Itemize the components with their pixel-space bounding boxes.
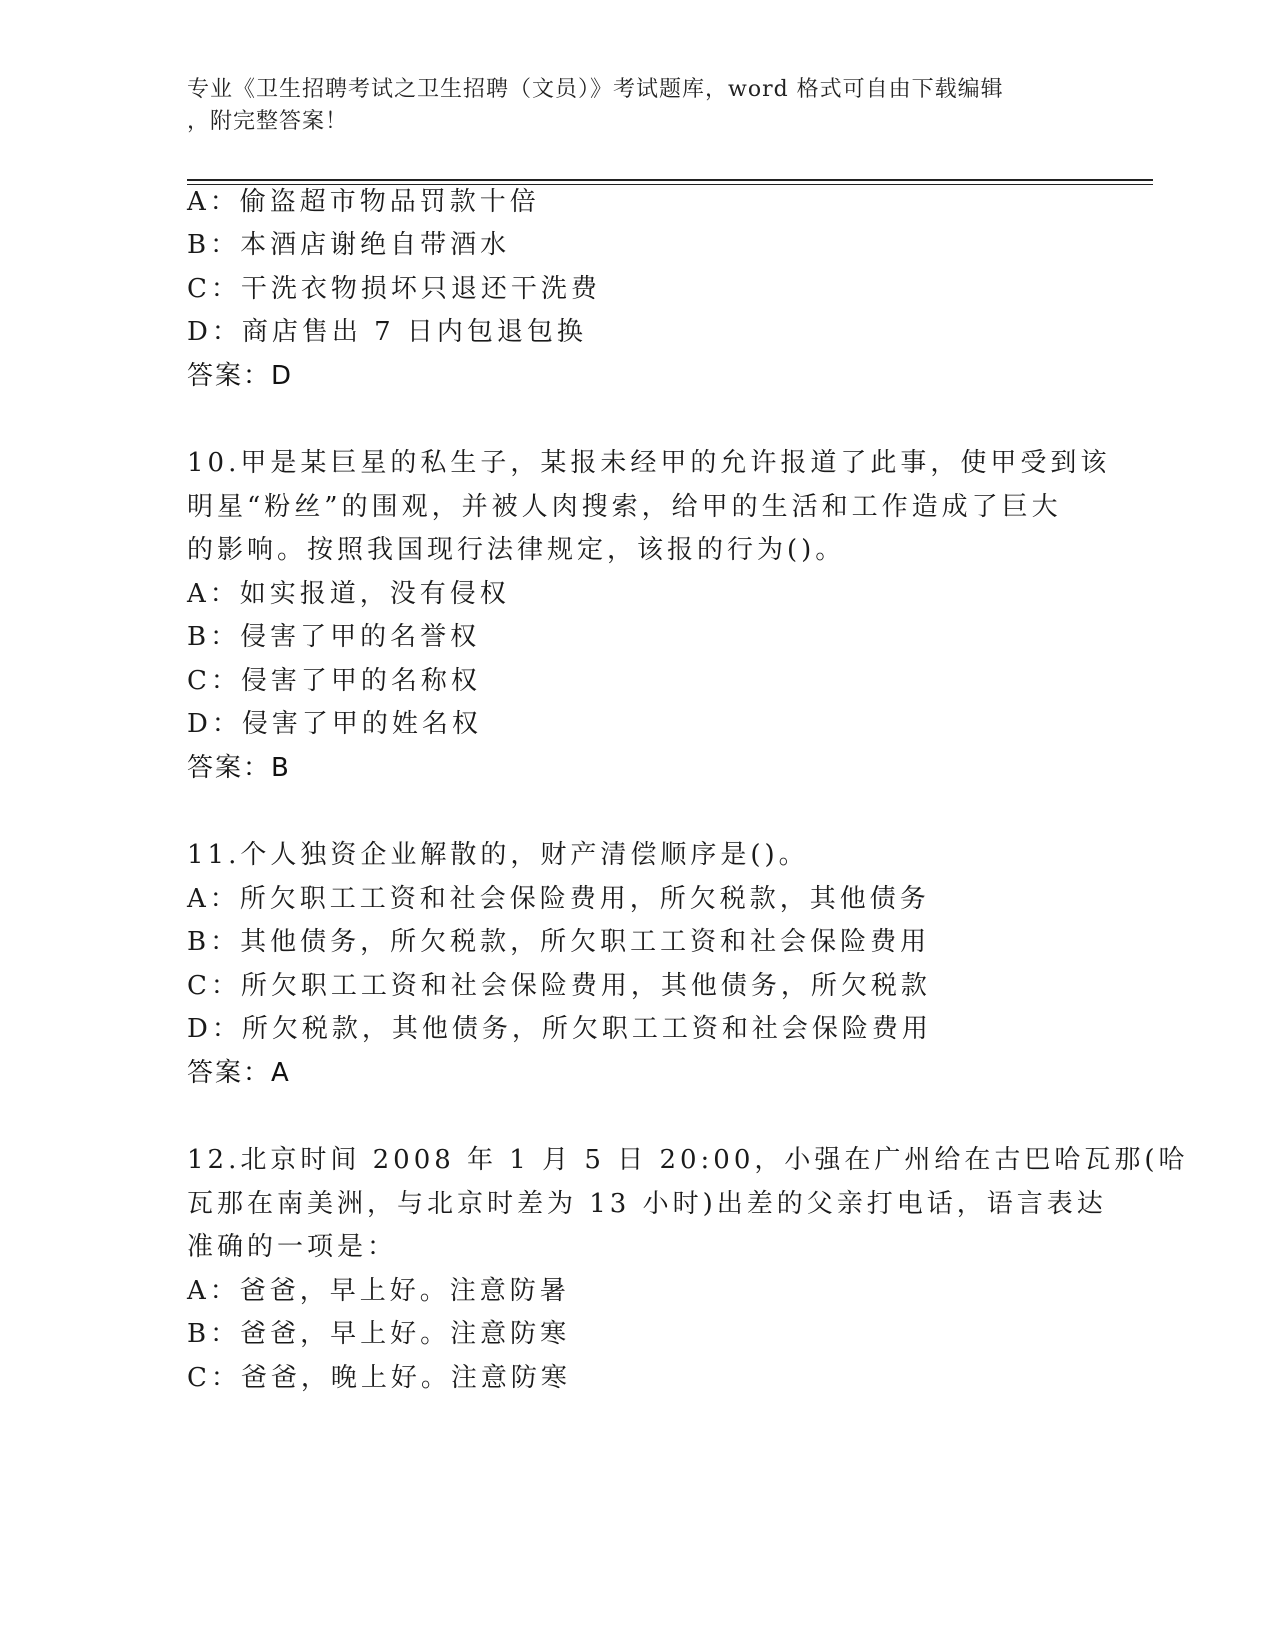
q10-option-c: C：侵害了甲的名称权 [187,666,481,696]
q9-option-d: D：商店售出 7 日内包退包换 [187,317,587,347]
q10-option-d: D：侵害了甲的姓名权 [187,709,482,739]
header-divider-thin [187,184,1153,185]
q10-stem-line-2: 明星“粉丝”的围观，并被人肉搜索，给甲的生活和工作造成了巨大 [187,492,1062,522]
document-header [187,74,1067,138]
q11-option-a: A：所欠职工工资和社会保险费用，所欠税款，其他债务 [187,884,930,914]
q10-option-a: A：如实报道，没有侵权 [187,579,510,609]
q10-option-b: B：侵害了甲的名誉权 [187,622,481,652]
q9-option-c: C：干洗衣物损坏只退还干洗费 [187,274,601,304]
q11-stem-line-1: 11.个人独资企业解散的，财产清偿顺序是()。 [187,840,809,870]
q11-option-b: B：其他债务，所欠税款，所欠职工工资和社会保险费用 [187,927,931,957]
q12-option-b: B：爸爸，早上好。注意防寒 [187,1319,571,1349]
q12-option-a: A：爸爸，早上好。注意防暑 [187,1276,570,1306]
header-line-1: 专业《卫生招聘考试之卫生招聘（文员）》考试题库，word 格式可自由下载编辑 [187,77,1004,102]
q9-answer: 答案：D [187,361,294,391]
header-line-2: ，附完整答案！ [187,109,349,134]
q12-stem-line-2: 瓦那在南美洲，与北京时差为 13 小时)出差的父亲打电话，语言表达 [187,1189,1107,1219]
q9-option-b: B：本酒店谢绝自带酒水 [187,230,511,260]
q9-option-a: A：偷盗超市物品罚款十倍 [187,187,540,217]
q12-stem-line-1: 12.北京时间 2008 年 1 月 5 日 20:00，小强在广州给在古巴哈瓦那(哈 [187,1145,1189,1175]
q11-option-d: D：所欠税款，其他债务，所欠职工工资和社会保险费用 [187,1014,932,1044]
q10-stem-line-1: 10.甲是某巨星的私生子，某报未经甲的允许报道了此事，使甲受到该 [187,448,1111,478]
q12-option-c: C：爸爸，晚上好。注意防寒 [187,1363,571,1393]
q11-option-c: C：所欠职工工资和社会保险费用，其他债务，所欠税款 [187,971,931,1001]
header-divider-thick [187,179,1153,181]
q11-answer: 答案：A [187,1058,291,1088]
q12-stem-line-3: 准确的一项是： [187,1232,398,1262]
q10-stem-line-3: 的影响。按照我国现行法律规定，该报的行为()。 [187,535,846,565]
q10-answer: 答案：B [187,753,291,783]
